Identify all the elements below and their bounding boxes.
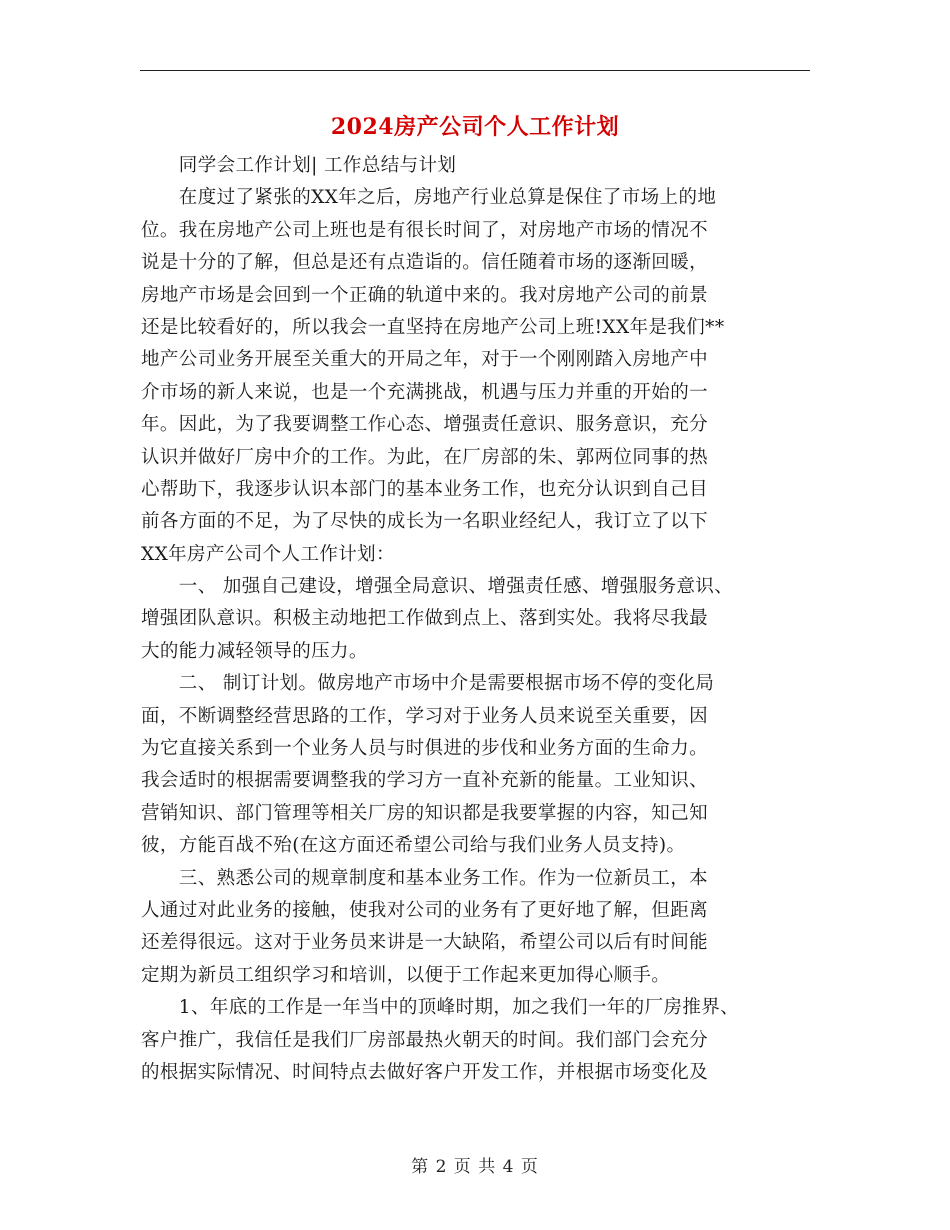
document-title: 2024房产公司个人工作计划: [330, 114, 620, 140]
body-line: 1、年底的工作是一年当中的顶峰时期，加之我们一年的厂房推界、: [141, 997, 740, 1019]
body-line: 面，不断调整经营思路的工作，学习对于业务人员来说至关重要，因: [141, 705, 709, 727]
body-line: 增强团队意识。积极主动地把工作做到点上、落到实处。我将尽我最: [141, 608, 709, 630]
body-line: 地产公司业务开展至关重大的开局之年，对于一个刚刚踏入房地产中: [141, 349, 709, 371]
body-line: 大的能力减轻领导的压力。: [141, 640, 368, 662]
body-line: 人通过对此业务的接触，使我对公司的业务有了更好地了解，但距离: [141, 899, 709, 921]
body-line: 还差得很远。这对于业务员来讲是一大缺陷，希望公司以后有时间能: [141, 932, 709, 954]
header-rule: [140, 70, 810, 71]
body-line: 房地产市场是会回到一个正确的轨道中来的。我对房地产公司的前景: [141, 284, 709, 306]
body-line: 营销知识、部门管理等相关厂房的知识都是我要掌握的内容，知己知: [141, 802, 709, 824]
body-line: 还是比较看好的，所以我会一直坚持在房地产公司上班!XX年是我们**: [141, 316, 725, 338]
body-line: 同学会工作计划| 工作总结与计划: [141, 155, 457, 176]
body-line: 彼，方能百战不殆(在这方面还希望公司给与我们业务人员支持)。: [141, 835, 686, 857]
body-line: 我会适时的根据需要调整我的学习方一直补充新的能量。工业知识、: [141, 770, 709, 792]
body-line: 三、熟悉公司的规章制度和基本业务工作。作为一位新员工，本: [141, 867, 709, 889]
body-line: 一、 加强自己建设，增强全局意识、增强责任感、增强服务意识、: [141, 576, 734, 598]
body-line: 在度过了紧张的XX年之后，房地产行业总算是保住了市场上的地: [141, 187, 717, 209]
body-line: 定期为新员工组织学习和培训，以便于工作起来更加得心顺手。: [141, 964, 671, 986]
body-line: 为它直接关系到一个业务人员与时俱进的步伐和业务方面的生命力。: [141, 738, 709, 760]
body-line: 介市场的新人来说，也是一个充满挑战，机遇与压力并重的开始的一: [141, 381, 709, 403]
body-line: 前各方面的不足，为了尽快的成长为一名职业经纪人，我订立了以下: [141, 511, 709, 533]
page-number: 第 2 页 共 4 页: [411, 1157, 539, 1177]
body-line: 认识并做好厂房中介的工作。为此，在厂房部的朱、郭两位同事的热: [141, 446, 709, 468]
body-line: 心帮助下，我逐步认识本部门的基本业务工作，也充分认识到自己目: [141, 478, 709, 500]
body-line: XX年房产公司个人工作计划：: [141, 543, 395, 565]
body-line: 客户推广，我信任是我们厂房部最热火朝天的时间。我们部门会充分: [141, 1029, 709, 1051]
document-body: [141, 150, 831, 1089]
body-line: 的根据实际情况、时间特点去做好客户开发工作，并根据市场变化及: [141, 1061, 709, 1083]
body-line: 二、 制订计划。做房地产市场中介是需要根据市场不停的变化局: [141, 673, 715, 695]
body-line: 年。因此，为了我要调整工作心态、增强责任意识、服务意识，充分: [141, 414, 709, 436]
body-line: 位。我在房地产公司上班也是有很长时间了，对房地产市场的情况不: [141, 219, 709, 241]
body-line: 说是十分的了解，但总是还有点造诣的。信任随着市场的逐渐回暖，: [141, 252, 709, 274]
